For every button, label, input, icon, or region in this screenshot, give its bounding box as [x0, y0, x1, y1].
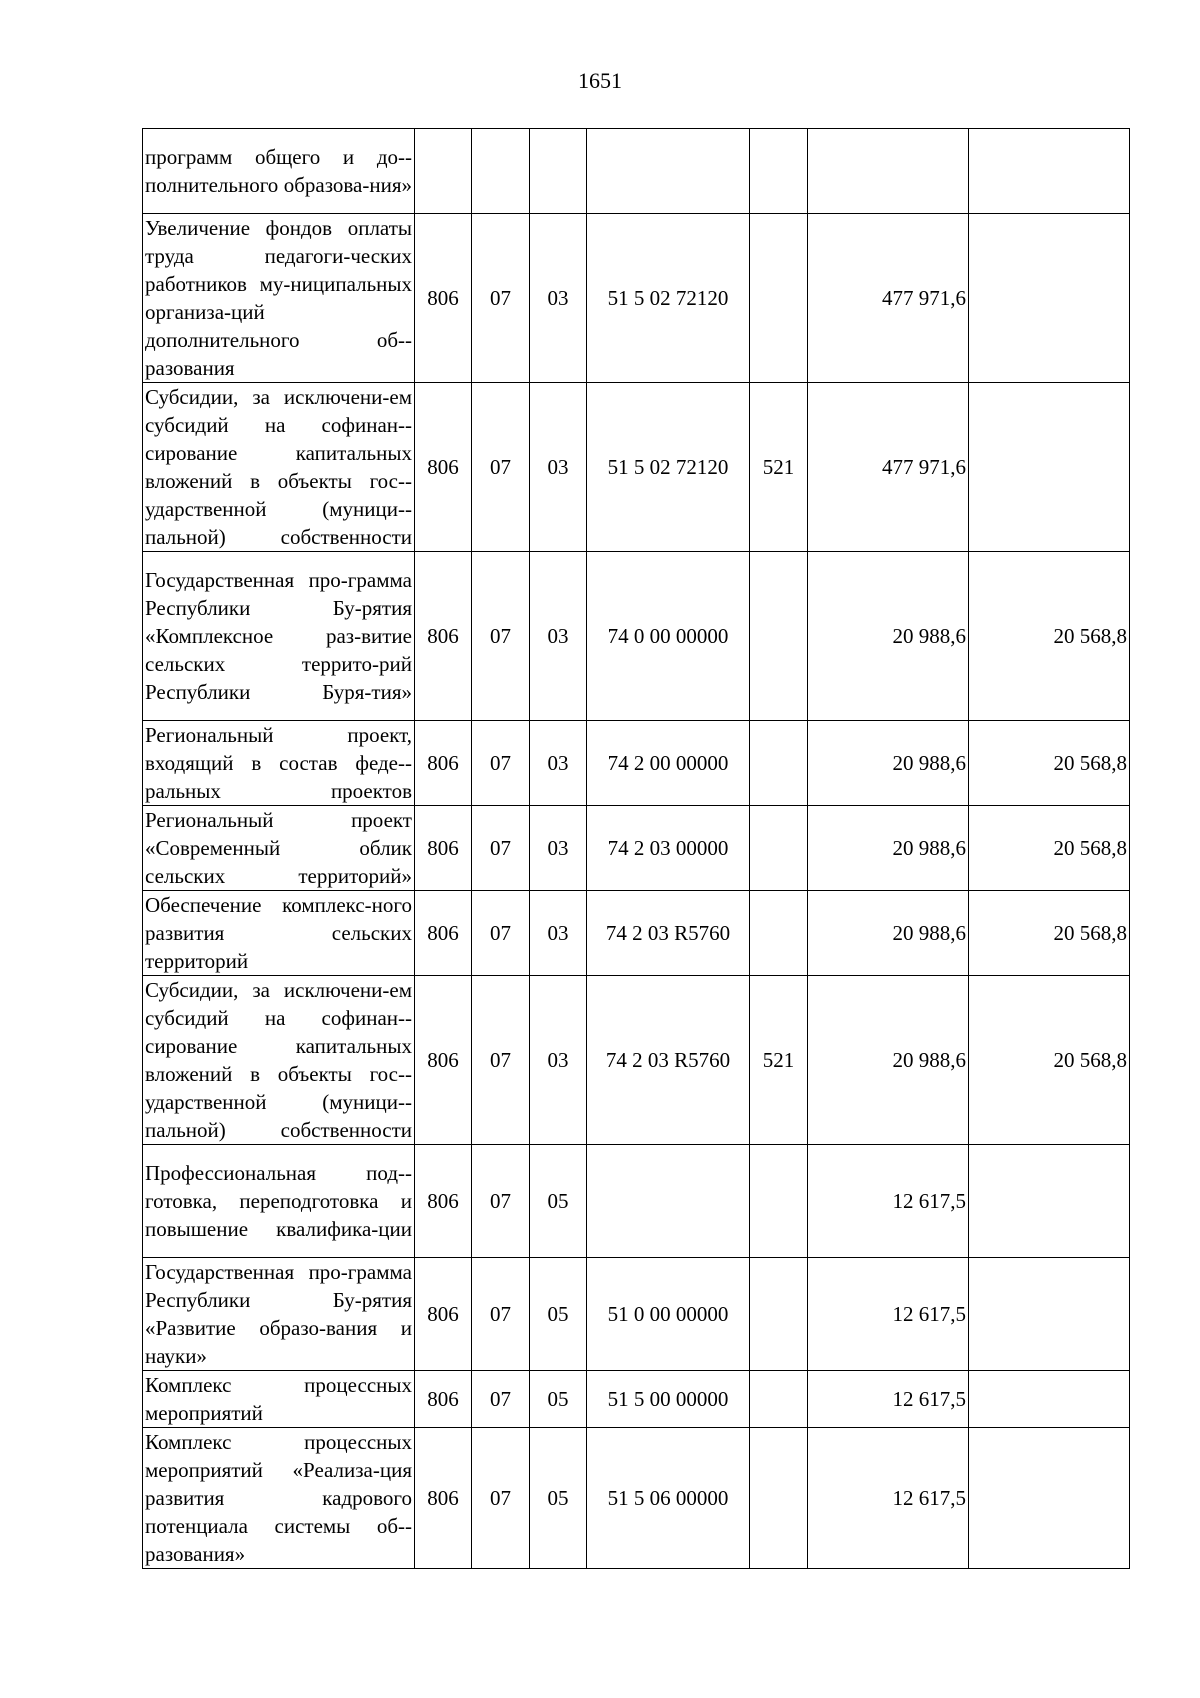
cell-sum1: 20 988,6 — [808, 552, 969, 721]
cell-csr: 51 5 06 00000 — [587, 1428, 750, 1569]
row-name: Региональный проект, входящий в состав феде-ральных проектов — [143, 721, 415, 806]
row-name: Увеличение фондов оплаты труда педагоги-ческих работников му-ниципальных организа-ций дополнительного об-разования — [143, 214, 415, 383]
cell-vr — [750, 214, 808, 383]
cell-csr: 51 5 02 72120 — [587, 383, 750, 552]
cell-csr: 74 2 03 R5760 — [587, 976, 750, 1145]
table-row — [143, 214, 1130, 383]
cell-sum1: 12 617,5 — [808, 1145, 969, 1258]
cell-pr: 03 — [530, 552, 587, 721]
row-name: Профессиональная под-готовка, переподготовка и повышение квалифика-ции — [143, 1145, 415, 1258]
row-name: Субсидии, за исключени-ем субсидий на софинан-сирование капитальных вложений в объекты гос-ударственной (муници-пальной) собственности — [143, 383, 415, 552]
table-row — [143, 1428, 1130, 1569]
row-name: Региональный проект «Современный облик сельских территорий» — [143, 806, 415, 891]
row-name: Комплекс процессных мероприятий — [143, 1371, 415, 1428]
cell-sum2: 20 568,8 — [969, 552, 1130, 721]
row-name: Субсидии, за исключени-ем субсидий на софинан-сирование капитальных вложений в объекты гос-ударственной (муници-пальной) собственности — [143, 976, 415, 1145]
cell-sum1: 477 971,6 — [808, 383, 969, 552]
cell-gr: 806 — [415, 976, 472, 1145]
cell-sum1 — [808, 129, 969, 214]
cell-sum2: 20 568,8 — [969, 721, 1130, 806]
cell-sum2: 20 568,8 — [969, 976, 1130, 1145]
cell-rz: 07 — [472, 214, 530, 383]
cell-pr: 03 — [530, 806, 587, 891]
cell-sum2 — [969, 214, 1130, 383]
cell-vr — [750, 721, 808, 806]
cell-csr — [587, 1145, 750, 1258]
cell-pr: 03 — [530, 721, 587, 806]
cell-sum1: 12 617,5 — [808, 1371, 969, 1428]
table-row — [143, 721, 1130, 806]
cell-gr — [415, 129, 472, 214]
cell-pr: 05 — [530, 1428, 587, 1569]
cell-csr: 51 5 02 72120 — [587, 214, 750, 383]
cell-sum1: 12 617,5 — [808, 1428, 969, 1569]
cell-sum1: 20 988,6 — [808, 891, 969, 976]
cell-rz: 07 — [472, 721, 530, 806]
cell-sum1: 477 971,6 — [808, 214, 969, 383]
cell-csr: 74 0 00 00000 — [587, 552, 750, 721]
cell-rz — [472, 129, 530, 214]
cell-pr: 03 — [530, 976, 587, 1145]
cell-sum2: 20 568,8 — [969, 806, 1130, 891]
cell-rz: 07 — [472, 1258, 530, 1371]
cell-vr — [750, 891, 808, 976]
table-row — [143, 383, 1130, 552]
cell-gr: 806 — [415, 214, 472, 383]
cell-sum1: 20 988,6 — [808, 721, 969, 806]
cell-vr: 521 — [750, 976, 808, 1145]
cell-pr: 03 — [530, 891, 587, 976]
cell-sum1: 20 988,6 — [808, 806, 969, 891]
cell-pr: 05 — [530, 1145, 587, 1258]
cell-sum2 — [969, 383, 1130, 552]
row-name: Государственная про-грамма Республики Бу-рятия «Развитие образо-вания и науки» — [143, 1258, 415, 1371]
cell-vr — [750, 552, 808, 721]
cell-gr: 806 — [415, 383, 472, 552]
cell-csr: 74 2 00 00000 — [587, 721, 750, 806]
cell-vr — [750, 806, 808, 891]
cell-sum2 — [969, 1428, 1130, 1569]
table-row — [143, 552, 1130, 721]
table-row — [143, 1145, 1130, 1258]
cell-csr: 51 5 00 00000 — [587, 1371, 750, 1428]
cell-pr: 05 — [530, 1371, 587, 1428]
cell-csr: 51 0 00 00000 — [587, 1258, 750, 1371]
cell-sum1: 20 988,6 — [808, 976, 969, 1145]
cell-pr: 03 — [530, 383, 587, 552]
cell-rz: 07 — [472, 383, 530, 552]
row-name: программ общего и до-полнительного образова-ния» — [143, 129, 415, 214]
cell-csr: 74 2 03 00000 — [587, 806, 750, 891]
cell-sum1: 12 617,5 — [808, 1258, 969, 1371]
cell-sum2 — [969, 129, 1130, 214]
cell-gr: 806 — [415, 891, 472, 976]
table-row — [143, 806, 1130, 891]
cell-gr: 806 — [415, 721, 472, 806]
table-row — [143, 976, 1130, 1145]
cell-vr — [750, 129, 808, 214]
table-row — [143, 1258, 1130, 1371]
cell-sum2 — [969, 1258, 1130, 1371]
cell-vr: 521 — [750, 383, 808, 552]
cell-vr — [750, 1371, 808, 1428]
cell-csr: 74 2 03 R5760 — [587, 891, 750, 976]
cell-rz: 07 — [472, 552, 530, 721]
cell-sum2 — [969, 1371, 1130, 1428]
cell-rz: 07 — [472, 891, 530, 976]
table-row — [143, 1371, 1130, 1428]
cell-pr — [530, 129, 587, 214]
cell-gr: 806 — [415, 1258, 472, 1371]
cell-vr — [750, 1428, 808, 1569]
cell-csr — [587, 129, 750, 214]
cell-pr: 03 — [530, 214, 587, 383]
cell-pr: 05 — [530, 1258, 587, 1371]
cell-rz: 07 — [472, 976, 530, 1145]
cell-rz: 07 — [472, 1428, 530, 1569]
row-name: Обеспечение комплекс-ного развития сельских территорий — [143, 891, 415, 976]
budget-table — [142, 128, 1130, 1569]
cell-gr: 806 — [415, 806, 472, 891]
table-row — [143, 129, 1130, 214]
cell-rz: 07 — [472, 1371, 530, 1428]
cell-gr: 806 — [415, 1371, 472, 1428]
cell-rz: 07 — [472, 1145, 530, 1258]
page-number: 1651 — [578, 68, 622, 93]
cell-vr — [750, 1145, 808, 1258]
table-row — [143, 891, 1130, 976]
cell-sum2: 20 568,8 — [969, 891, 1130, 976]
cell-vr — [750, 1258, 808, 1371]
row-name: Государственная про-грамма Республики Бу-рятия «Комплексное раз-витие сельских террито-рий Республики Буря-тия» — [143, 552, 415, 721]
cell-gr: 806 — [415, 1145, 472, 1258]
row-name: Комплекс процессных мероприятий «Реализа-ция развития кадрового потенциала системы об-разования» — [143, 1428, 415, 1569]
cell-rz: 07 — [472, 806, 530, 891]
cell-gr: 806 — [415, 1428, 472, 1569]
cell-gr: 806 — [415, 552, 472, 721]
cell-sum2 — [969, 1145, 1130, 1258]
